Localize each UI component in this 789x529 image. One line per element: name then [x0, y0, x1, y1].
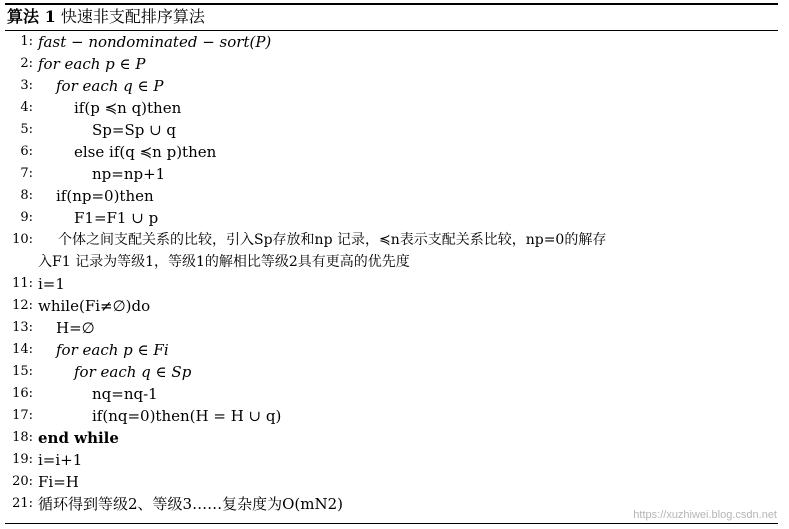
- line-text: if(p ≼n q)then: [74, 99, 182, 117]
- line-text: 个体之间支配关系的比较，引入Sp存放和np 记录，≼n表示支配关系比较，np=0的解存: [58, 232, 607, 248]
- algo-line: [0, 97, 789, 119]
- algo-line: [0, 31, 789, 53]
- line-number: 11:: [12, 276, 33, 291]
- line-number: 4:: [20, 100, 33, 115]
- line-text: F1=F1 ∪ p: [74, 209, 159, 227]
- line-text: for each q ∈ Sp: [74, 363, 192, 381]
- line-number: 2:: [20, 56, 33, 71]
- line-text: i=1: [38, 275, 65, 293]
- line-number: 10:: [12, 232, 33, 247]
- line-number: 7:: [20, 166, 33, 181]
- algo-line: [0, 339, 789, 361]
- top-rule: [5, 3, 778, 5]
- line-number: 12:: [12, 298, 33, 313]
- bottom-rule: [5, 523, 778, 524]
- algo-line: [0, 427, 789, 449]
- watermark: https://xuzhiwei.blog.csdn.net: [633, 509, 777, 521]
- line-text: Sp=Sp ∪ q: [92, 121, 177, 139]
- algorithm-label: 算法 1: [7, 7, 56, 26]
- algo-line: [0, 141, 789, 163]
- line-number: 19:: [12, 452, 33, 467]
- line-number: 5:: [20, 122, 33, 137]
- line-number: 17:: [12, 408, 33, 423]
- line-number: 3:: [20, 78, 33, 93]
- line-text: while(Fi≠∅)do: [38, 297, 151, 315]
- algo-line: [0, 251, 789, 273]
- line-number: 16:: [12, 386, 33, 401]
- algo-line: [0, 471, 789, 493]
- algo-line: [0, 229, 789, 251]
- algo-line: [0, 317, 789, 339]
- algo-line: [0, 449, 789, 471]
- line-number: 20:: [12, 474, 33, 489]
- algo-line: [0, 383, 789, 405]
- line-number: 18:: [12, 430, 33, 445]
- line-text: if(np=0)then: [56, 187, 154, 205]
- line-text: for each q ∈ P: [56, 77, 164, 95]
- line-text: for each p ∈ P: [38, 55, 146, 73]
- line-text: end while: [38, 429, 119, 447]
- algo-line: [0, 405, 789, 427]
- algo-line: [0, 295, 789, 317]
- algo-line: [0, 119, 789, 141]
- line-text: np=np+1: [92, 165, 166, 183]
- line-text: fast − nondominated − sort(P): [38, 33, 272, 51]
- line-text: 循环得到等级2、等级3……复杂度为O(mN2): [38, 495, 343, 513]
- line-text: Fi=H: [38, 473, 79, 491]
- algo-line: [0, 53, 789, 75]
- line-number: 14:: [12, 342, 33, 357]
- line-number: 13:: [12, 320, 33, 335]
- line-number: 9:: [20, 210, 33, 225]
- line-number: 21:: [12, 496, 33, 511]
- algo-line: [0, 361, 789, 383]
- line-text: H=∅: [56, 319, 95, 337]
- line-number: 8:: [20, 188, 33, 203]
- line-text: else if(q ≼n p)then: [74, 143, 217, 161]
- algorithm-title: [7, 6, 205, 28]
- algo-line: [0, 163, 789, 185]
- algo-line: [0, 273, 789, 295]
- line-number: 15:: [12, 364, 33, 379]
- line-text: 入F1 记录为等级1，等级1的解相比等级2具有更高的优先度: [38, 254, 410, 270]
- line-text: nq=nq-1: [92, 385, 158, 403]
- line-text: i=i+1: [38, 451, 83, 469]
- line-number: 1:: [20, 34, 33, 49]
- algo-line: [0, 207, 789, 229]
- line-text: for each p ∈ Fi: [56, 341, 169, 359]
- line-number: 6:: [20, 144, 33, 159]
- algo-line: [0, 185, 789, 207]
- algo-line: [0, 75, 789, 97]
- line-text: if(nq=0)then(H = H ∪ q): [92, 407, 282, 425]
- algorithm-name: 快速非支配排序算法: [60, 7, 205, 26]
